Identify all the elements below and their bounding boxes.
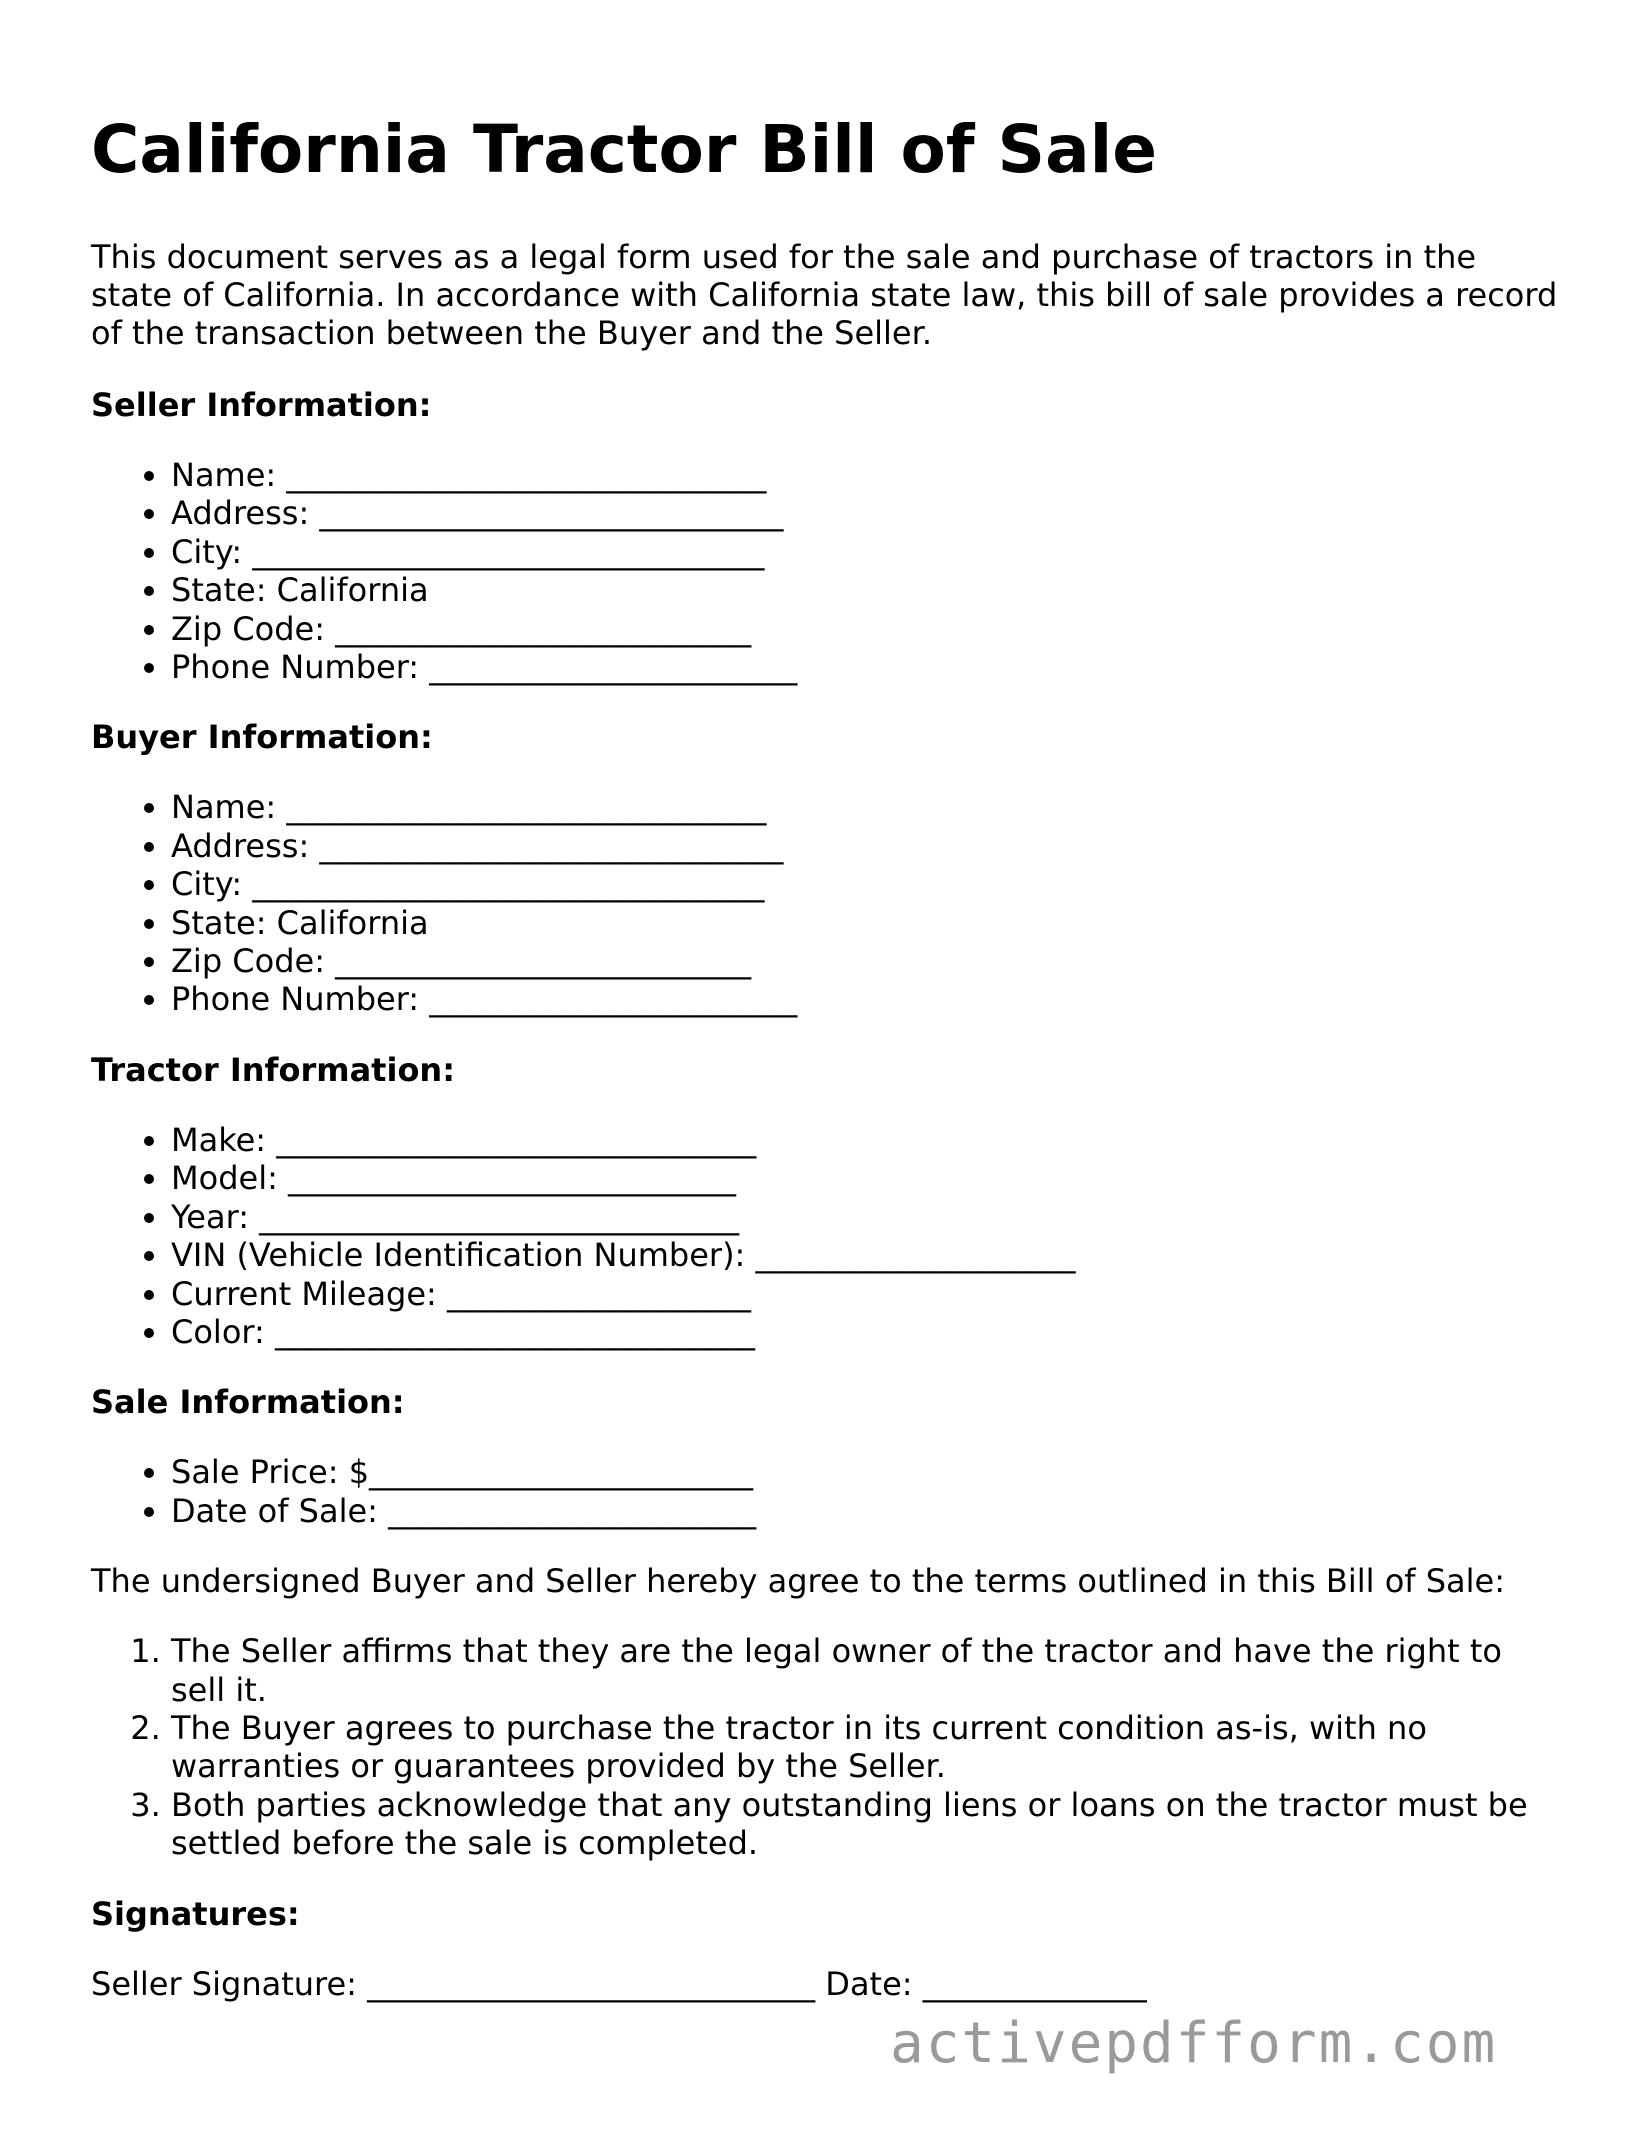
tractor-fields-list (91, 1121, 1561, 1351)
seller-address-field: • Address: _____________________________ (171, 494, 1561, 532)
buyer-name-field: • Name: ______________________________ (171, 788, 1561, 826)
term-item: 3. Both parties acknowledge that any outstanding liens or loans on the tractor must be settled before the sale is completed. (171, 1786, 1561, 1863)
seller-name-field: • Name: ______________________________ (171, 456, 1561, 494)
sale-price-field: • Sale Price: $________________________ (171, 1453, 1561, 1491)
agreement-intro: The undersigned Buyer and Seller hereby agree to the terms outlined in this Bill of Sale: (91, 1562, 1506, 1601)
buyer-heading: Buyer Information: (91, 718, 433, 757)
tractor-model-field: • Model: ____________________________ (171, 1159, 1561, 1197)
sale-date-field: • Date of Sale: _______________________ (171, 1492, 1561, 1530)
sale-fields-list (91, 1453, 1561, 1530)
buyer-phone-field: • Phone Number: _______________________ (171, 980, 1561, 1018)
buyer-address-field: • Address: _____________________________ (171, 827, 1561, 865)
seller-fields-list (91, 456, 1561, 686)
tractor-mileage-field: • Current Mileage: ___________________ (171, 1275, 1561, 1313)
intro-paragraph: This document serves as a legal form used for the sale and purchase of tractors in the state of California. In accordance with California state law, this bill of sale provides a record of the transaction between the Buyer and the Seller. (91, 238, 1558, 352)
tractor-make-field: • Make: ______________________________ (171, 1121, 1561, 1159)
seller-heading: Seller Information: (91, 386, 432, 424)
document-page (91, 110, 1561, 2003)
buyer-fields-list (91, 788, 1561, 1018)
sale-heading: Sale Information: (91, 1383, 405, 1422)
seller-phone-field: • Phone Number: _______________________ (171, 648, 1561, 686)
signatures-heading: Signatures: (91, 1894, 300, 1933)
tractor-color-field: • Color: ______________________________ (171, 1313, 1561, 1351)
buyer-zip-field: • Zip Code: __________________________ (171, 942, 1561, 980)
seller-city-field: • City: ________________________________ (171, 533, 1561, 571)
term-item: 1. The Seller affirms that they are the legal owner of the tractor and have the right to sell it. (171, 1632, 1561, 1709)
watermark: activepdfform.com (890, 2011, 1498, 2076)
page-title: California Tractor Bill of Sale (91, 111, 1157, 188)
term-item: 2. The Buyer agrees to purchase the tractor in its current condition as-is, with no warranties or guarantees provided by the Seller. (171, 1709, 1561, 1786)
tractor-heading: Tractor Information: (91, 1050, 455, 1089)
buyer-city-field: • City: ________________________________ (171, 865, 1561, 903)
buyer-state-field: • State: California (171, 904, 1561, 942)
seller-signature-line: Seller Signature: ____________________________ Date: ______________ (91, 1964, 1147, 2003)
terms-list (91, 1632, 1561, 1862)
tractor-year-field: • Year: ______________________________ (171, 1198, 1561, 1236)
seller-zip-field: • Zip Code: __________________________ (171, 610, 1561, 648)
seller-state-field: • State: California (171, 571, 1561, 609)
tractor-vin-field: • VIN (Vehicle Identification Number): ____________________ (171, 1236, 1561, 1274)
